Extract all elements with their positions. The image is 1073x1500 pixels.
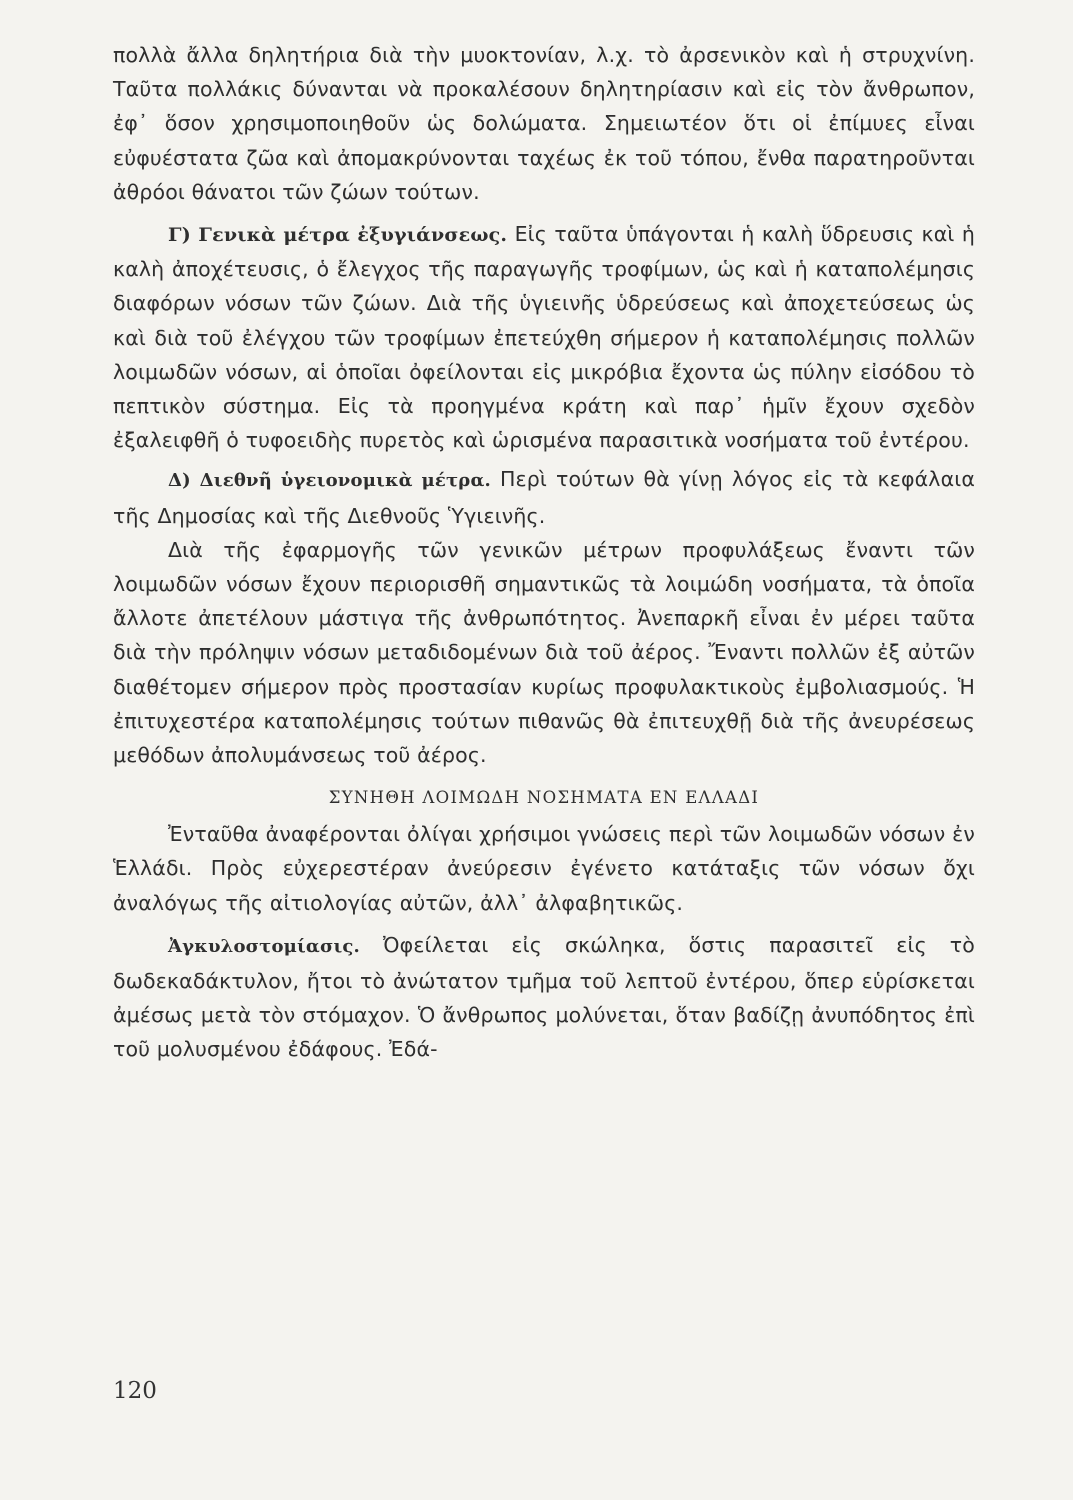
- paragraph-rodenticides: πολλὰ ἄλλα δηλητήρια διὰ τὴν μυοκτονίαν, λ.χ. τὸ ἀρσενικὸν καὶ ἡ στρυχνίνη. Ταῦτα πολλάκις δύνανται νὰ προκαλέσουν δηλητηρίασιν καὶ εἰς τὸν ἄνθρωπον, ἐφ᾽ ὅσον χρησιμοποιηθοῦν ὡς δολώματα. Σημειωτέον ὅτι οἱ ἐπίμυες εἶναι εὐφυέστατα ζῶα καὶ ἀπομακρύνονται ταχέως ἐκ τοῦ τόπου, ἔνθα παρατηροῦνται ἀθρόοι θάνατοι τῶν ζώων τούτων.: [113, 43, 975, 204]
- paragraph-ancylostomiasis-text: Ὀφείλεται εἰς σκώληκα, ὅστις παρασιτεῖ εἰς τὸ δωδεκαδάκτυλον, ἤτοι τὸ ἀνώτατον τμῆμα τοῦ λεπτοῦ ἐντέρου, ὅπερ εὑρίσκεται ἀμέσως μετὰ τὸν στόμαχον. Ὁ ἄνθρωπος μολύνεται, ὅταν βαδίζῃ ἀνυπόδητος ἐπὶ τοῦ μολυσμένου ἐδάφους. Ἐδά-: [113, 932, 975, 1062]
- paragraph-general-prevention: Διὰ τῆς ἐφαρμογῆς τῶν γενικῶν μέτρων προφυλάξεως ἔναντι τῶν λοιμωδῶν νόσων ἔχουν περιορισθῆ σημαντικῶς τὰ λοιμώδη νοσήματα, τὰ ὁποῖα ἄλλοτε ἀπετέλουν μάστιγα τῆς ἀνθρωπότητος. Ἀνεπαρκῆ εἶναι ἐν μέρει ταῦτα διὰ τὴν πρόληψιν νόσων μεταδιδομένων διὰ τοῦ ἀέρος. Ἔναντι πολλῶν ἐξ αὐτῶν διαθέτομεν σήμερον πρὸς προστασίαν κυρίως προφυλακτικοὺς ἐμβολιασμούς. Ἡ ἐπιτυχεστέρα καταπολέμησις τούτων πιθανῶς θὰ ἐπιτευχθῇ διὰ τῆς ἀνευρέσεως μεθόδων ἀπολυμάνσεως τοῦ ἀέρος.: [113, 537, 975, 768]
- paragraph-ancylostomiasis: [113, 928, 975, 1067]
- entry-title-ancylostomiasis: Ἀγκυλοστομίασις.: [168, 935, 360, 957]
- section-title-general-sanitation: Γ) Γενικὰ μέτρα ἐξυγιάνσεως.: [168, 224, 508, 247]
- page-number: 120: [113, 1378, 157, 1404]
- paragraph-introduction: Ἐνταῦθα ἀναφέρονται ὀλίγαι χρήσιμοι γνώσεις περὶ τῶν λοιμωδῶν νόσων ἐν Ἑλλάδι. Πρὸς εὐχερεστέραν ἀνεύρεσιν ἐγένετο κατάταξις τῶν νόσων ὄχι ἀναλόγως τῆς αἰτιολογίας αὐτῶν, ἀλλ᾽ ἀλφαβητικῶς.: [113, 822, 975, 915]
- paragraph-international-measures: [113, 462, 975, 532]
- section-title-international-measures: Δ) Διεθνῆ ὑγειονομικὰ μέτρα.: [168, 470, 492, 492]
- paragraph-general-sanitation-text: Εἰς ταῦτα ὑπάγονται ἡ καλὴ ὕδρευσις καὶ ἡ καλὴ ἀποχέτευσις, ὁ ἔλεγχος τῆς παραγωγῆς τροφίμων, ὡς καὶ ἡ καταπολέμησις διαφόρων νόσων τῶν ζώων. Διὰ τῆς ὑγιεινῆς ὑδρεύσεως καὶ ἀποχετεύσεως ὡς καὶ διὰ τοῦ ἐλέγχου τῶν τροφίμων ἐπετεύχθη σήμερον ἡ καταπολέμησις πολλῶν λοιμωδῶν νόσων, αἱ ὁποῖαι ὀφείλονται εἰς μικρόβια ἔχοντα ὡς πύλην εἰσόδου τὸ πεπτικὸν σύστημα. Εἰς τὰ προηγμένα κράτη καὶ παρ᾽ ἡμῖν ἔχουν σχεδὸν ἐξαλειφθῆ ὁ τυφοειδὴς πυρετὸς καὶ ὡρισμένα παρασιτικὰ νοσήματα τοῦ ἐντέρου.: [113, 222, 975, 453]
- paragraph-general-sanitation: [113, 217, 975, 457]
- page-text: [113, 38, 975, 1067]
- section-heading: ΣΥΝΗΘΗ ΛΟΙΜΩΔΗ ΝΟΣΗΜΑΤΑ ΕΝ ΕΛΛΑΔΙ: [328, 788, 760, 808]
- paragraph-international-measures-text: Περὶ τούτων θὰ γίνῃ λόγος εἰς τὰ κεφάλαια τῆς Δημοσίας καὶ τῆς Διεθνοῦς Ὑγιεινῆς.: [113, 467, 976, 528]
